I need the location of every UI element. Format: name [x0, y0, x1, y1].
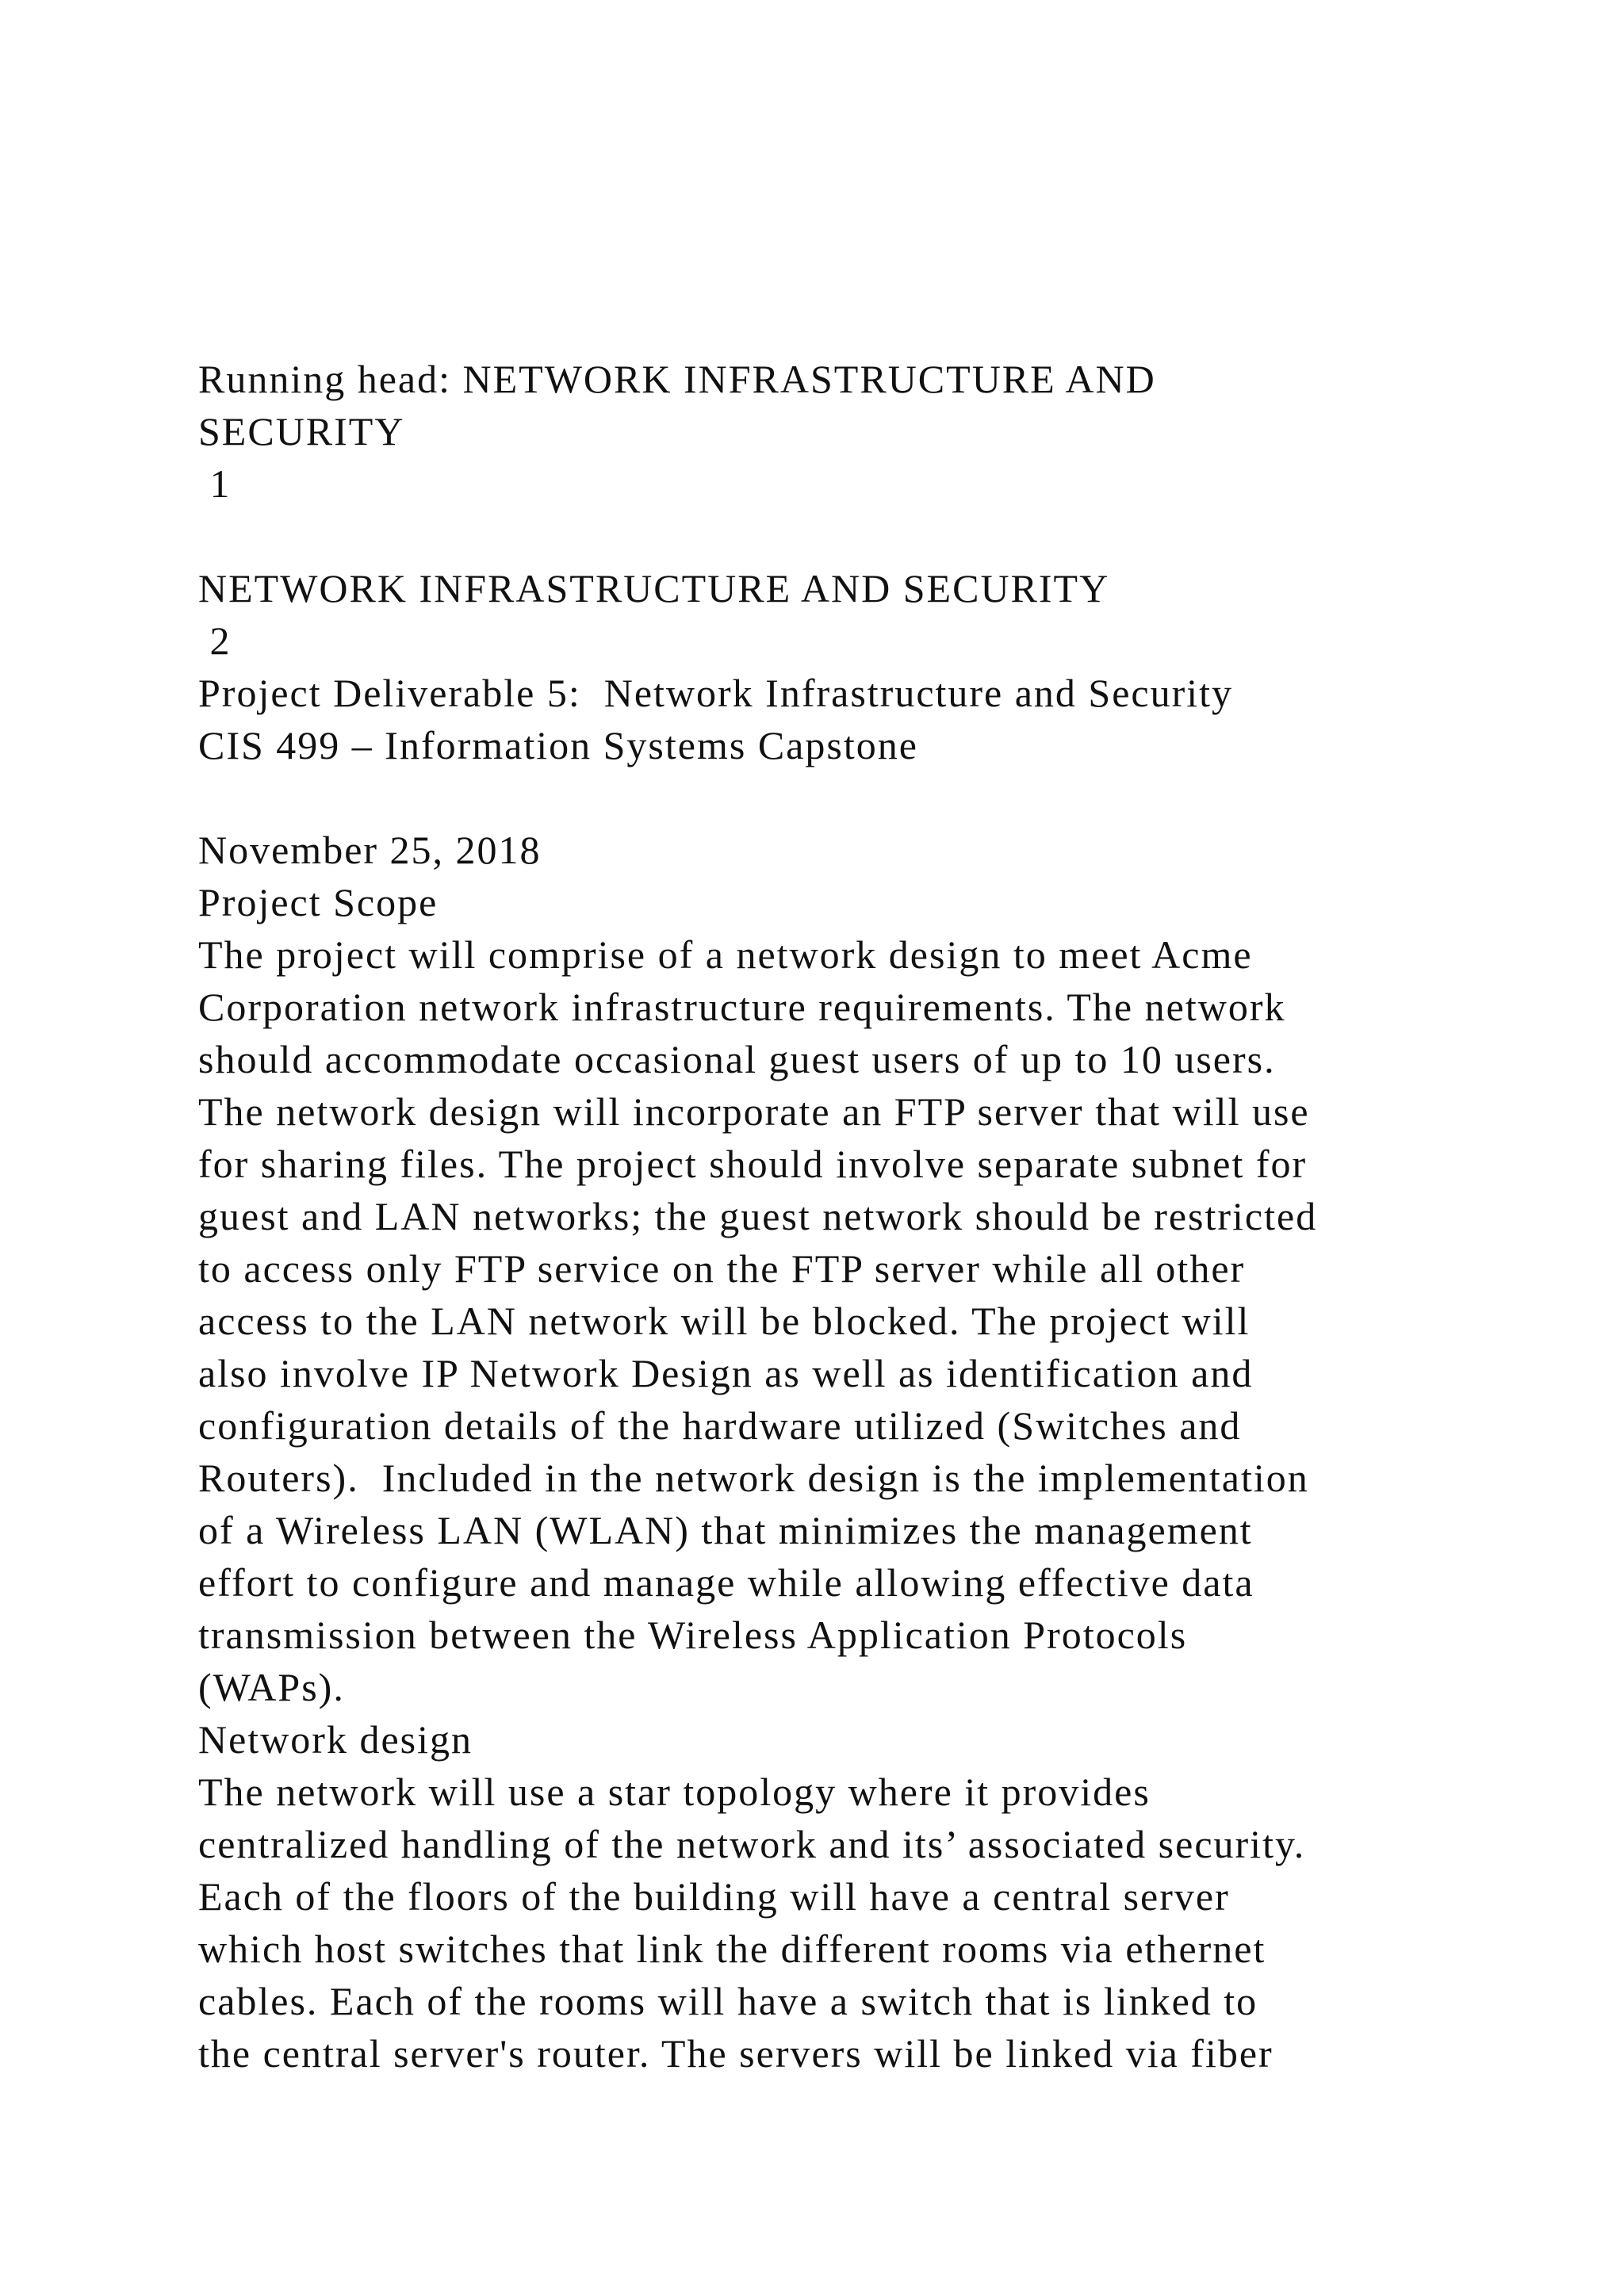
body-text-line: Corporation network infrastructure requirements. The network — [198, 985, 1286, 1029]
document-date: November 25, 2018 — [198, 828, 542, 872]
body-text-line: which host switches that link the different rooms via ethernet — [198, 1927, 1266, 1971]
body-text-line: should accommodate occasional guest users of up to 10 users. — [198, 1037, 1276, 1081]
document-body — [198, 353, 1546, 2080]
body-text-line: cables. Each of the rooms will have a switch that is linked to — [198, 1979, 1258, 2023]
document-title: Project Deliverable 5: Network Infrastructure and Security — [198, 671, 1234, 715]
body-text-line: (WAPs). — [198, 1665, 345, 1709]
body-text-line: Routers). Included in the network design is the implementation — [198, 1456, 1309, 1500]
section-heading-network-design: Network design — [198, 1717, 473, 1762]
body-text-line: effort to configure and manage while allowing effective data — [198, 1560, 1254, 1605]
body-text-line: the central server's router. The servers will be linked via fiber — [198, 2031, 1274, 2076]
body-text-line: also involve IP Network Design as well as identification and — [198, 1351, 1254, 1395]
body-text-line: of a Wireless LAN (WLAN) that minimizes the management — [198, 1508, 1253, 1552]
body-text-line: The network design will incorporate an FTP server that will use — [198, 1089, 1310, 1134]
page-number: 1 — [198, 461, 232, 506]
blank-line — [198, 771, 1546, 824]
blank-line — [198, 510, 1546, 562]
body-text-line: The network will use a star topology where it provides — [198, 1770, 1151, 1814]
course-name: CIS 499 – Information Systems Capstone — [198, 723, 918, 767]
body-text-line: access to the LAN network will be blocked. The project will — [198, 1299, 1251, 1343]
header-title: NETWORK INFRASTRUCTURE AND SECURITY — [198, 566, 1110, 610]
body-text-line: guest and LAN networks; the guest network should be restricted — [198, 1194, 1318, 1238]
body-text-line: transmission between the Wireless Application Protocols — [198, 1613, 1188, 1657]
running-head-line: Running head: NETWORK INFRASTRUCTURE AND — [198, 357, 1156, 401]
body-text-line: centralized handling of the network and its’ associated security. — [198, 1822, 1306, 1866]
body-text-line: The project will comprise of a network design to meet Acme — [198, 932, 1253, 977]
page-number: 2 — [198, 618, 232, 663]
body-text-line: configuration details of the hardware utilized (Switches and — [198, 1403, 1242, 1448]
body-text-line: Each of the floors of the building will have a central server — [198, 1874, 1230, 1919]
section-heading-project-scope: Project Scope — [198, 880, 439, 924]
running-head-line: SECURITY — [198, 409, 405, 453]
body-text-line: to access only FTP service on the FTP server while all other — [198, 1246, 1246, 1291]
body-text-line: for sharing files. The project should involve separate subnet for — [198, 1142, 1308, 1186]
